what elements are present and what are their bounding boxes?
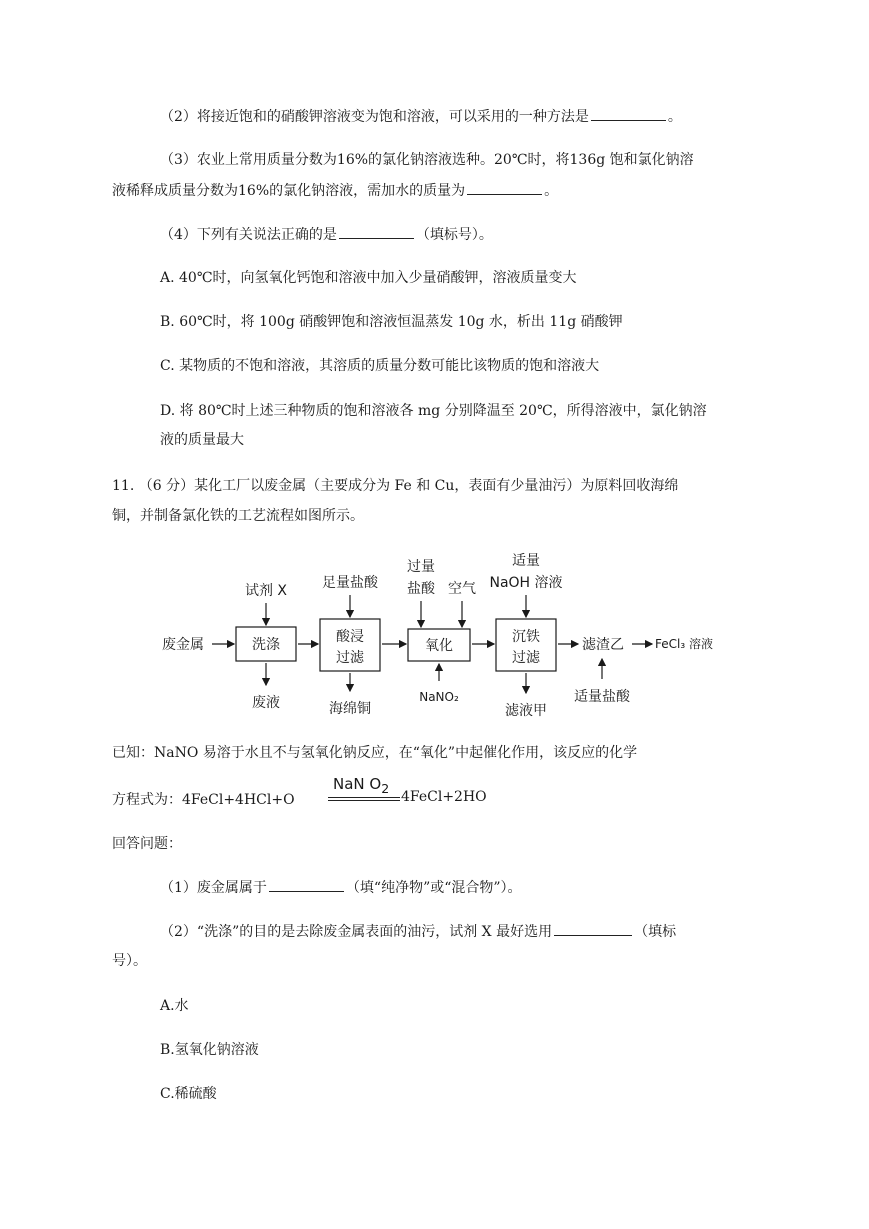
flow-residue-b-label: 滤渣乙 [582,637,624,653]
q11-catalyst-text: NaN O [333,775,382,793]
q10-part3-end: 。 [544,183,559,199]
q10-part3-text: 液稀释成质量分数为16%的氯化钠溶液，需加水的质量为 [112,183,466,199]
q10-part4 [160,224,493,245]
q11-sub2-text: （2）“洗涤”的目的是去除废金属表面的油污，试剂 X 最好选用 [160,924,553,940]
q10-part4-text: （4）下列有关说法正确的是 [160,227,337,243]
q10-option-a: A. 40℃时，向氢氧化钙饱和溶液中加入少量硝酸钾，溶液质量变大 [160,270,577,286]
flow-sponge-cu-label: 海绵铜 [329,701,371,717]
flow-product-label: FeCl₃ 溶液 [655,637,713,651]
q11-catalyst-sub: 2 [381,781,390,796]
q10-option-b: B. 60℃时，将 100g 硝酸钾饱和溶液恒温蒸发 10g 水，析出 11g 硝酸钾 [160,314,623,330]
q10-part4-end: （填标号）。 [415,227,493,243]
q10-part2 [160,106,682,127]
flow-precip-fe-label: 沉铁 [512,629,540,645]
q11-intro-line2: 铜，并制备氯化铁的工艺流程如图所示。 [112,508,364,524]
flow-filtrate-a-label: 滤液甲 [505,703,547,719]
q11-equation-catalyst [333,775,389,796]
q10-part2-text: （2）将接近饱和的硝酸钾溶液变为饱和溶液，可以采用的一种方法是 [160,109,589,125]
q11-option-b: B.氢氧化钠溶液 [160,1042,259,1058]
q11-sub2-line2: 号）。 [112,953,147,969]
flow-excess-label: 过量 [407,559,435,575]
flow-naoh-label: NaOH 溶液 [489,575,563,591]
q11-equation-bar-top [328,797,400,798]
q10-part2-blank[interactable] [591,106,666,121]
q11-equation-after: 4FeCl+2HO [401,789,487,805]
q11-known-line1: 已知：NaNO 易溶于水且不与氢氧化钠反应，在“氧化”中起催化作用，该反应的化学 [112,745,638,761]
flow-filter1-label: 过滤 [336,650,364,666]
q10-option-d-line2: 液的质量最大 [160,432,244,448]
flow-filter2-label: 过滤 [512,650,540,666]
flow-proper-label: 适量 [512,553,540,569]
q11-intro-line1: 11. （6 分）某化工厂以废金属（主要成分为 Fe 和 Cu，表面有少量油污）为原料回收海绵 [112,478,679,494]
q10-part4-blank[interactable] [339,224,414,239]
flow-acid-leach-label: 酸浸 [336,629,364,645]
flow-proper-hcl-label: 适量盐酸 [574,689,630,705]
q11-sub1-blank[interactable] [269,877,344,892]
q11-sub1-end: （填“纯净物”或“混合物”）。 [345,880,522,896]
flow-wash-label: 洗涤 [252,637,280,653]
q11-option-a: A.水 [160,998,189,1014]
q10-option-c: C. 某物质的不饱和溶液，其溶质的质量分数可能比该物质的饱和溶液大 [160,358,600,374]
q11-sub2-blank[interactable] [554,921,632,936]
q10-option-d-line1: D. 将 80℃时上述三种物质的饱和溶液各 mg 分别降温至 20℃，所得溶液中，氯化钠溶 [160,403,707,419]
q11-sub1 [160,877,522,898]
flow-nano2-label: NaNO₂ [419,690,459,704]
flow-oxidation-label: 氧化 [425,638,453,654]
q11-sub1-text: （1）废金属属于 [160,880,267,896]
q11-equation-bar-bottom [328,800,400,801]
q11-equation-before: 方程式为：4FeCl+4HCl+O [112,792,295,808]
flow-air-label: 空气 [448,581,476,597]
flow-start-label: 废金属 [162,637,204,653]
q11-option-c: C.稀硫酸 [160,1086,217,1102]
q10-part2-end: 。 [667,109,682,125]
q11-answer-label: 回答问题： [112,836,182,852]
flow-excess-hcl-label: 足量盐酸 [322,575,378,591]
flow-waste-liquid-label: 废液 [252,695,280,711]
q11-sub2-line1 [160,921,676,942]
q11-sub2-end: （填标 [634,924,677,940]
q10-part3-line2 [112,180,558,201]
flow-reagent-x-label: 试剂 X [244,583,288,599]
flow-hcl-label: 盐酸 [407,581,435,597]
process-flowchart [150,545,740,725]
q10-part3-blank[interactable] [467,180,542,195]
q10-part3-line1: （3）农业上常用质量分数为16%的氯化钠溶液选种。20℃时，将136g 饱和氯化钠溶 [160,152,694,168]
